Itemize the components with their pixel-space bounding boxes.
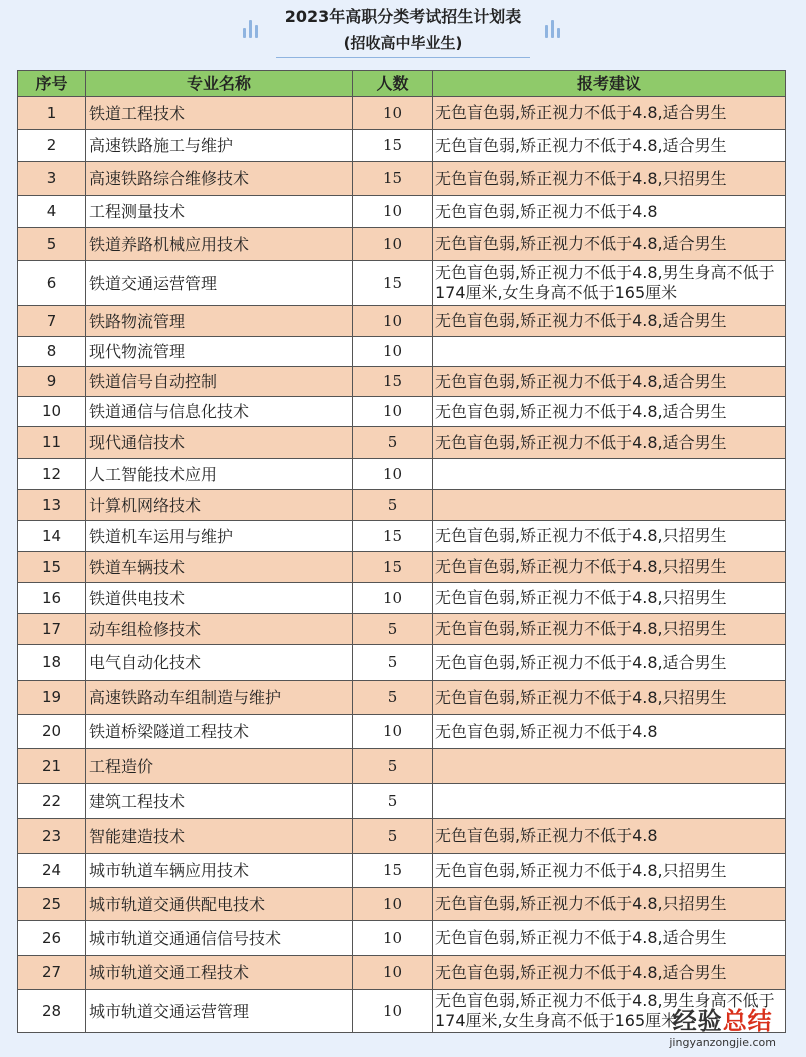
table-row [18,459,786,490]
cell-major: 高速铁路综合维修技术 [86,162,353,196]
table-row [18,645,786,681]
cell-no: 2 [18,130,86,162]
cell-count: 15 [353,261,433,306]
cell-no: 16 [18,583,86,614]
cell-count: 10 [353,956,433,990]
page-title: 2023年高职分类考试招生计划表 [284,7,522,26]
table-row [18,583,786,614]
table-row [18,552,786,583]
cell-advice: 无色盲色弱,矫正视力不低于4.8,适合男生 [433,228,786,261]
cell-no: 20 [18,715,86,749]
cell-advice: 无色盲色弱,矫正视力不低于4.8,适合男生 [433,921,786,956]
cell-no: 27 [18,956,86,990]
cell-major: 工程造价 [86,749,353,784]
cell-count: 10 [353,97,433,130]
table-row [18,921,786,956]
cell-major: 电气自动化技术 [86,645,353,681]
table-row [18,196,786,228]
cell-count: 10 [353,888,433,921]
watermark-text-2: 总结 [722,1007,773,1035]
cell-count: 5 [353,784,433,819]
table-row [18,130,786,162]
cell-advice: 无色盲色弱,矫正视力不低于4.8,适合男生 [433,367,786,397]
cell-count: 10 [353,397,433,427]
table-row [18,367,786,397]
cell-advice: 无色盲色弱,矫正视力不低于4.8,适合男生 [433,130,786,162]
cell-advice [433,784,786,819]
cell-count: 10 [353,196,433,228]
table-row [18,749,786,784]
cell-advice: 无色盲色弱,矫正视力不低于4.8,只招男生 [433,854,786,888]
cell-no: 21 [18,749,86,784]
table-row [18,427,786,459]
enrollment-plan-table [17,70,786,1033]
cell-major: 铁道交通运营管理 [86,261,353,306]
page-subtitle: (招收高中毕业生) [343,34,463,52]
cell-no: 18 [18,645,86,681]
table-row [18,261,786,306]
cell-count: 5 [353,749,433,784]
cell-advice [433,337,786,367]
cell-no: 15 [18,552,86,583]
cell-count: 5 [353,427,433,459]
cell-advice: 无色盲色弱,矫正视力不低于4.8,只招男生 [433,521,786,552]
cell-major: 城市轨道交通工程技术 [86,956,353,990]
cell-no: 13 [18,490,86,521]
column-header-no: 序号 [18,71,86,97]
cell-count: 10 [353,337,433,367]
table-row [18,337,786,367]
table-row [18,521,786,552]
cell-advice: 无色盲色弱,矫正视力不低于4.8 [433,196,786,228]
cell-advice: 无色盲色弱,矫正视力不低于4.8 [433,819,786,854]
watermark-text-1: 经验 [672,1007,723,1035]
table-row [18,956,786,990]
cell-no: 14 [18,521,86,552]
cell-no: 23 [18,819,86,854]
cell-count: 15 [353,521,433,552]
table-row [18,97,786,130]
cell-count: 5 [353,681,433,715]
cell-advice: 无色盲色弱,矫正视力不低于4.8,适合男生 [433,427,786,459]
cell-major: 铁路物流管理 [86,306,353,337]
cell-no: 3 [18,162,86,196]
site-watermark [669,1001,776,1049]
cell-count: 10 [353,459,433,490]
table-row [18,162,786,196]
table-row [18,784,786,819]
cell-advice: 无色盲色弱,矫正视力不低于4.8,男生身高不低于174厘米,女生身高不低于165厘米 [433,990,786,1033]
column-header-advice: 报考建议 [433,71,786,97]
cell-count: 15 [353,552,433,583]
cell-no: 11 [18,427,86,459]
cell-no: 1 [18,97,86,130]
table-row [18,715,786,749]
cell-advice: 无色盲色弱,矫正视力不低于4.8,只招男生 [433,888,786,921]
cell-advice: 无色盲色弱,矫正视力不低于4.8,只招男生 [433,681,786,715]
table-header-row [18,71,786,97]
cell-no: 19 [18,681,86,715]
table-row [18,681,786,715]
cell-no: 4 [18,196,86,228]
cell-major: 铁道车辆技术 [86,552,353,583]
cell-major: 城市轨道交通供配电技术 [86,888,353,921]
cell-no: 26 [18,921,86,956]
cell-major: 高速铁路动车组制造与维护 [86,681,353,715]
cell-no: 24 [18,854,86,888]
cell-major: 智能建造技术 [86,819,353,854]
cell-major: 铁道通信与信息化技术 [86,397,353,427]
cell-no: 10 [18,397,86,427]
table-row [18,614,786,645]
cell-count: 10 [353,990,433,1033]
table-row [18,397,786,427]
cell-major: 城市轨道车辆应用技术 [86,854,353,888]
cell-count: 10 [353,306,433,337]
cell-count: 5 [353,645,433,681]
cell-no: 7 [18,306,86,337]
cell-advice: 无色盲色弱,矫正视力不低于4.8,只招男生 [433,162,786,196]
cell-count: 5 [353,614,433,645]
cell-major: 城市轨道交通通信信号技术 [86,921,353,956]
cell-count: 15 [353,130,433,162]
cell-no: 12 [18,459,86,490]
table-row [18,490,786,521]
cell-no: 6 [18,261,86,306]
cell-count: 15 [353,854,433,888]
cell-major: 铁道工程技术 [86,97,353,130]
cell-major: 高速铁路施工与维护 [86,130,353,162]
cell-major: 铁道信号自动控制 [86,367,353,397]
cell-advice [433,749,786,784]
cell-major: 计算机网络技术 [86,490,353,521]
cell-advice: 无色盲色弱,矫正视力不低于4.8,只招男生 [433,552,786,583]
cell-count: 10 [353,228,433,261]
cell-major: 建筑工程技术 [86,784,353,819]
cell-no: 17 [18,614,86,645]
table-row [18,819,786,854]
cell-major: 铁道机车运用与维护 [86,521,353,552]
cell-advice: 无色盲色弱,矫正视力不低于4.8 [433,715,786,749]
cell-count: 10 [353,921,433,956]
cell-no: 28 [18,990,86,1033]
cell-advice: 无色盲色弱,矫正视力不低于4.8,只招男生 [433,614,786,645]
cell-advice: 无色盲色弱,矫正视力不低于4.8,只招男生 [433,583,786,614]
subtitle-underline [276,57,530,58]
cell-major: 现代物流管理 [86,337,353,367]
table-row [18,888,786,921]
cell-major: 工程测量技术 [86,196,353,228]
cell-no: 22 [18,784,86,819]
cell-advice [433,459,786,490]
table-row [18,306,786,337]
column-header-major: 专业名称 [86,71,353,97]
cell-major: 现代通信技术 [86,427,353,459]
cell-advice: 无色盲色弱,矫正视力不低于4.8,男生身高不低于174厘米,女生身高不低于165厘米 [433,261,786,306]
cell-major: 人工智能技术应用 [86,459,353,490]
cell-advice: 无色盲色弱,矫正视力不低于4.8,适合男生 [433,956,786,990]
cell-major: 动车组检修技术 [86,614,353,645]
cell-advice: 无色盲色弱,矫正视力不低于4.8,适合男生 [433,645,786,681]
cell-count: 15 [353,367,433,397]
cell-advice: 无色盲色弱,矫正视力不低于4.8,适合男生 [433,97,786,130]
table-row [18,228,786,261]
cell-advice: 无色盲色弱,矫正视力不低于4.8,适合男生 [433,397,786,427]
cell-no: 25 [18,888,86,921]
cell-no: 8 [18,337,86,367]
column-header-count: 人数 [353,71,433,97]
cell-count: 15 [353,162,433,196]
cell-count: 5 [353,490,433,521]
table-body [18,97,786,1033]
cell-major: 铁道养路机械应用技术 [86,228,353,261]
cell-no: 9 [18,367,86,397]
cell-no: 5 [18,228,86,261]
cell-count: 10 [353,583,433,614]
cell-major: 铁道供电技术 [86,583,353,614]
table-row [18,854,786,888]
cell-advice: 无色盲色弱,矫正视力不低于4.8,适合男生 [433,306,786,337]
watermark-url: jingyanzongjie.com [669,1036,776,1049]
cell-advice [433,490,786,521]
cell-major: 城市轨道交通运营管理 [86,990,353,1033]
cell-major: 铁道桥梁隧道工程技术 [86,715,353,749]
cell-count: 10 [353,715,433,749]
cell-count: 5 [353,819,433,854]
